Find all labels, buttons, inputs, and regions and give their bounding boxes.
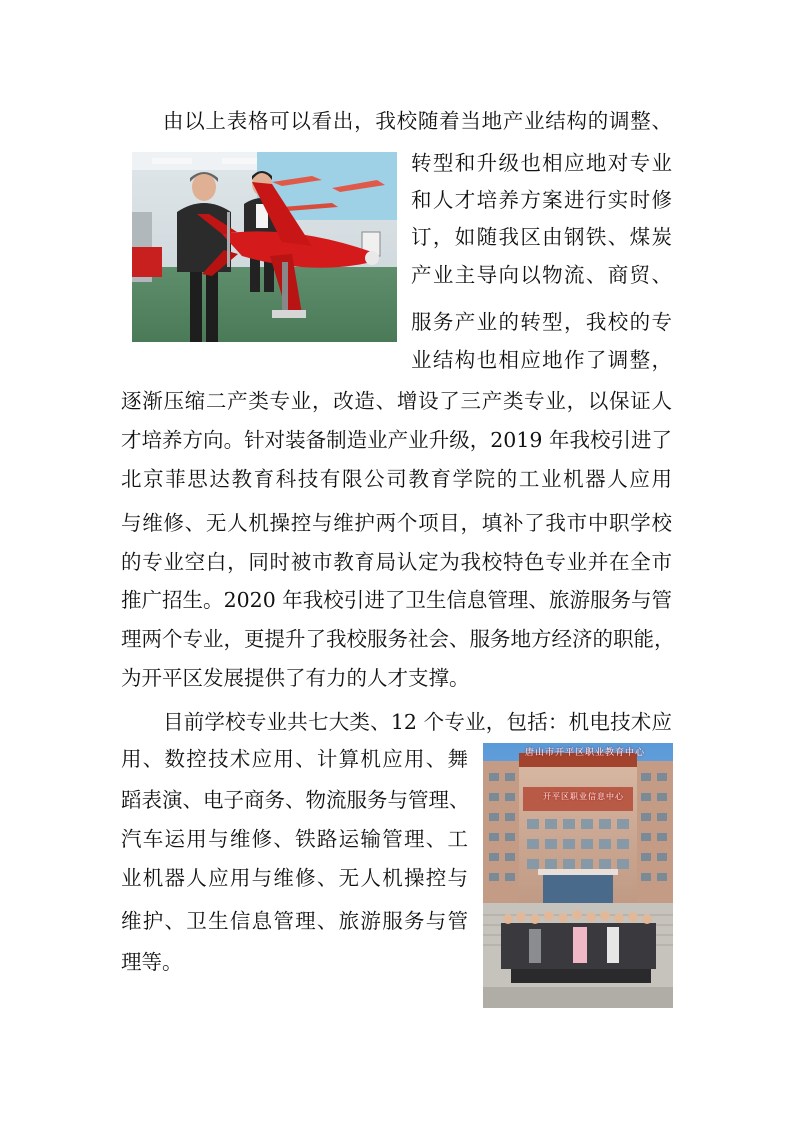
paragraph-1-line-7: 业结构也相应地作了调整， <box>411 348 672 372</box>
building-sign-top: 唐山市开平区职业教育中心 <box>525 748 646 758</box>
paragraph-1-line-15: 为开平区发展提供了有力的人才支撑。 <box>121 666 470 690</box>
paragraph-2-line-2: 用、数控技术应用、计算机应用、舞 <box>121 747 468 771</box>
paragraph-1-line-1: 由以上表格可以看出，我校随着当地产业结构的调整、 <box>163 109 672 133</box>
paragraph-1-line-4: 订，如随我区由钢铁、煤炭 <box>411 225 672 249</box>
paragraph-1-line-3: 和人才培养方案进行实时修 <box>411 188 672 212</box>
paragraph-2-line-4: 汽车运用与维修、铁路运输管理、工 <box>121 827 468 851</box>
paragraph-1-line-11: 与维修、无人机操控与维护两个项目，填补了我市中职学校 <box>121 511 672 535</box>
paragraph-2-line-6: 维护、卫生信息管理、旅游服务与管 <box>121 909 468 933</box>
paragraph-1-line-12: 的专业空白，同时被市教育局认定为我校特色专业并在全市 <box>121 550 672 574</box>
paragraph-1-line-8: 逐渐压缩二产类专业，改造、增设了三产类专业，以保证人 <box>121 389 672 413</box>
paragraph-1-line-10: 北京菲思达教育科技有限公司教育学院的工业机器人应用 <box>121 467 672 491</box>
paragraph-2-line-1: 目前学校专业共七大类、12 个专业，包括：机电技术应 <box>163 710 672 734</box>
paragraph-1-line-6: 服务产业的转型，我校的专 <box>411 310 672 334</box>
building-sign-middle: 开平区职业信息中心 <box>543 792 624 801</box>
aircraft-exhibition-photo <box>132 152 397 342</box>
paragraph-2-line-7: 理等。 <box>121 950 183 974</box>
paragraph-1-line-9: 才培养方向。针对装备制造业产业升级，2019 年我校引进了 <box>121 428 672 452</box>
paragraph-1-line-2: 转型和升级也相应地对专业 <box>411 151 672 175</box>
paragraph-1-line-5: 产业主导向以物流、商贸、 <box>411 263 672 287</box>
school-building-photo <box>483 743 673 1008</box>
paragraph-1-line-13: 推广招生。2020 年我校引进了卫生信息管理、旅游服务与管 <box>121 588 672 612</box>
paragraph-1-line-14: 理两个专业，更提升了我校服务社会、服务地方经济的职能， <box>121 627 675 651</box>
paragraph-2-line-5: 业机器人应用与维修、无人机操控与 <box>121 866 468 890</box>
paragraph-2-line-3: 蹈表演、电子商务、物流服务与管理、 <box>121 788 470 812</box>
